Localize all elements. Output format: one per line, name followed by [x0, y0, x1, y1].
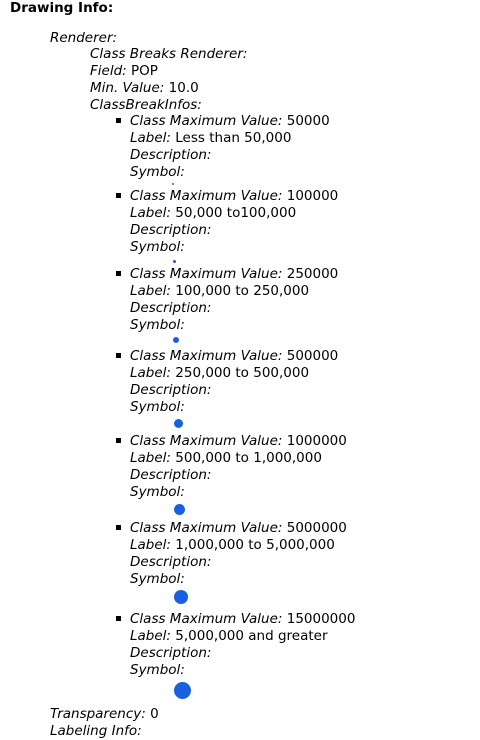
class-description-row — [130, 382, 470, 399]
bullet-icon — [116, 118, 121, 123]
class-label-row — [130, 537, 470, 554]
circle-symbol-icon — [174, 682, 191, 699]
class-symbol-row — [130, 662, 470, 679]
class-max-value: 5000000 — [286, 520, 347, 536]
class-max-value-row — [130, 266, 470, 283]
class-symbol-label: Symbol: — [130, 164, 185, 180]
class-symbol-label: Symbol: — [130, 571, 185, 587]
class-max-value-label: Class Maximum Value: — [130, 520, 283, 536]
class-label: 1,000,000 to 5,000,000 — [175, 537, 335, 553]
class-max-value-label: Class Maximum Value: — [130, 188, 283, 204]
class-description-label: Description: — [130, 382, 212, 398]
class-label-label: Label: — [130, 450, 171, 466]
class-symbol-label: Symbol: — [130, 239, 185, 255]
renderer-type: Class Breaks Renderer: — [90, 46, 248, 62]
bullet-icon — [116, 271, 121, 276]
class-symbol-row — [130, 484, 470, 501]
circle-symbol-icon — [173, 260, 176, 263]
min-value-row — [90, 80, 199, 97]
class-max-value: 500000 — [286, 348, 339, 364]
class-symbol-row — [130, 399, 470, 416]
field-row — [90, 63, 158, 80]
class-description-row — [130, 222, 470, 239]
renderer-label: Renderer: — [50, 30, 118, 46]
class-label: 500,000 to 1,000,000 — [175, 450, 322, 466]
bullet-icon — [116, 616, 121, 621]
circle-symbol-icon — [174, 504, 185, 515]
min-value: 10.0 — [168, 80, 199, 96]
class-description-row — [130, 645, 470, 662]
class-description-row — [130, 300, 470, 317]
class-max-value-label: Class Maximum Value: — [130, 348, 283, 364]
class-symbol-row — [130, 317, 470, 334]
class-description-row — [130, 467, 470, 484]
class-max-value-row — [130, 348, 470, 365]
class-description-label: Description: — [130, 467, 212, 483]
class-label-row — [130, 450, 470, 467]
class-description-label: Description: — [130, 222, 212, 238]
bullet-icon — [116, 193, 121, 198]
class-description-label: Description: — [130, 147, 212, 163]
class-symbol-label: Symbol: — [130, 399, 185, 415]
circle-symbol-icon — [174, 419, 183, 428]
class-max-value-label: Class Maximum Value: — [130, 433, 283, 449]
circle-symbol-icon — [173, 337, 179, 343]
circle-symbol-icon — [174, 590, 188, 604]
class-max-value-row — [130, 188, 470, 205]
field-label: Field: — [90, 63, 127, 79]
class-description-label: Description: — [130, 300, 212, 316]
labeling-info-label: Labeling Info: — [50, 723, 142, 739]
class-label-row — [130, 628, 470, 645]
field-value: POP — [131, 63, 158, 79]
class-label-label: Label: — [130, 628, 171, 644]
class-max-value: 15000000 — [286, 611, 356, 627]
class-label: 100,000 to 250,000 — [175, 283, 310, 299]
class-max-value-row — [130, 433, 470, 450]
circle-symbol-icon — [172, 183, 174, 185]
drawing-info-heading: Drawing Info: — [10, 0, 114, 16]
class-label-label: Label: — [130, 283, 171, 299]
class-max-value-row — [130, 611, 470, 628]
class-max-value: 1000000 — [286, 433, 347, 449]
transparency-label: Transparency: — [50, 706, 146, 722]
class-description-row — [130, 554, 470, 571]
class-max-value: 50000 — [286, 113, 330, 129]
class-label-row — [130, 283, 470, 300]
class-label: 5,000,000 and greater — [175, 628, 328, 644]
class-description-label: Description: — [130, 645, 212, 661]
class-symbol-label: Symbol: — [130, 662, 185, 678]
class-max-value-row — [130, 113, 470, 130]
class-label-label: Label: — [130, 205, 171, 221]
bullet-icon — [116, 353, 121, 358]
class-max-value: 250000 — [286, 266, 339, 282]
class-symbol-label: Symbol: — [130, 317, 185, 333]
class-label-row — [130, 130, 470, 147]
class-symbol-label: Symbol: — [130, 484, 185, 500]
min-value-label: Min. Value: — [90, 80, 165, 96]
transparency-value: 0 — [150, 706, 159, 722]
class-symbol-row — [130, 571, 470, 588]
class-max-value-row — [130, 520, 470, 537]
class-label-row — [130, 365, 470, 382]
class-max-value-label: Class Maximum Value: — [130, 611, 283, 627]
class-label-label: Label: — [130, 537, 171, 553]
class-label: Less than 50,000 — [175, 130, 292, 146]
class-description-row — [130, 147, 470, 164]
class-symbol-row — [130, 164, 470, 181]
class-description-label: Description: — [130, 554, 212, 570]
class-label: 250,000 to 500,000 — [175, 365, 310, 381]
class-label-label: Label: — [130, 130, 171, 146]
class-max-value-label: Class Maximum Value: — [130, 266, 283, 282]
class-label: 50,000 to100,000 — [175, 205, 297, 221]
class-symbol-row — [130, 239, 470, 256]
class-break-infos-label: ClassBreakInfos: — [90, 97, 202, 113]
class-label-row — [130, 205, 470, 222]
class-max-value-label: Class Maximum Value: — [130, 113, 283, 129]
bullet-icon — [116, 525, 121, 530]
transparency-row — [50, 706, 159, 723]
bullet-icon — [116, 438, 121, 443]
class-label-label: Label: — [130, 365, 171, 381]
class-max-value: 100000 — [286, 188, 339, 204]
